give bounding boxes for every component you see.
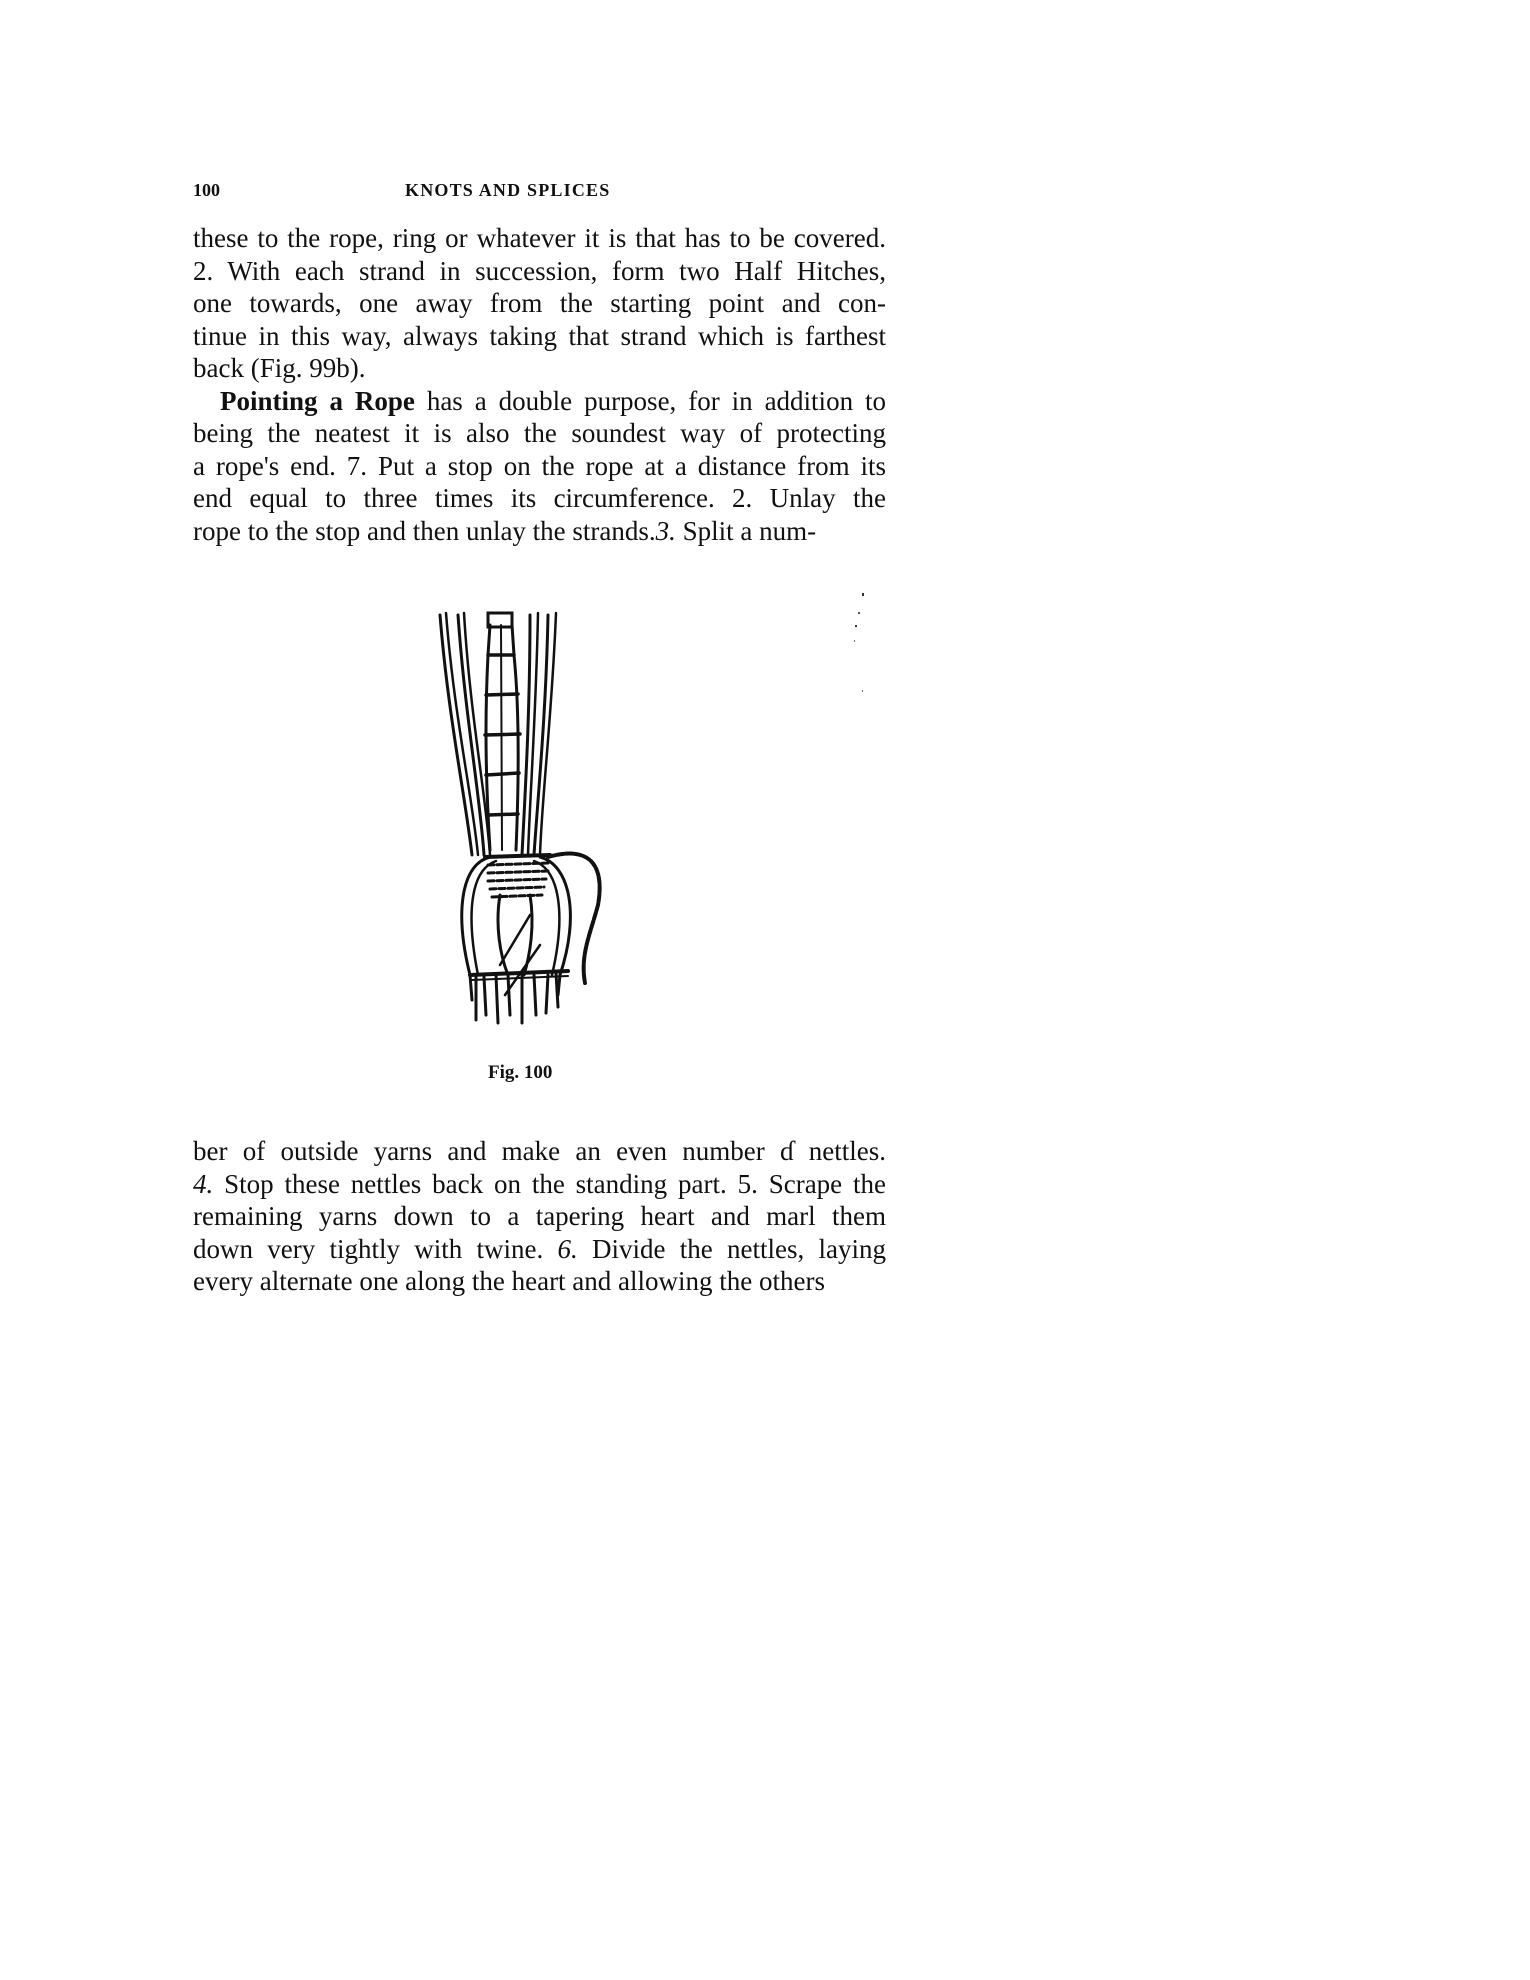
text-block-top	[193, 222, 886, 547]
text-fragment: has a double purpose, for in addition to	[414, 385, 886, 416]
text-line: being the neatest it is also the soundest way of protecting	[193, 418, 886, 448]
step-number: 4.	[193, 1168, 214, 1199]
running-title: KNOTS AND SPLICES	[405, 180, 611, 200]
figure-caption: Fig. 100	[488, 1062, 553, 1083]
running-head	[193, 180, 893, 202]
rope-pointing-illustration	[430, 595, 650, 1035]
text-line	[193, 1168, 886, 1201]
text-fragment: Divide the nettles, laying	[577, 1233, 887, 1264]
text-fragment: rope to the stop and then unlay the strands.	[193, 515, 656, 546]
text-line: 2. With each strand in succession, form two Half Hitches,	[193, 255, 886, 286]
text-line: tinue in this way, always taking that strand which is farthest	[193, 320, 886, 351]
text-block-bottom	[193, 1135, 886, 1298]
page-number: 100	[193, 180, 220, 200]
section-heading: Pointing a Rope	[220, 385, 415, 416]
paragraph-first-line	[193, 385, 886, 418]
text-fragment: Split a num-	[675, 515, 817, 546]
text-line: every alternate one along the heart and allowing the others	[193, 1266, 825, 1296]
text-line	[193, 1233, 886, 1266]
step-number: 6.	[557, 1233, 578, 1264]
step-number: 3.	[655, 515, 676, 546]
text-fragment: Stop these nettles back on the standing part. 5. Scrape the	[213, 1168, 886, 1199]
text-line: back (Fig. 99b).	[193, 353, 366, 383]
text-line: these to the rope, ring or whatever it is that has to be covered.	[193, 223, 886, 253]
text-line: end equal to three times its circumference. 2. Unlay the	[193, 483, 886, 513]
text-line: a rope's end. 7. Put a stop on the rope at a distance from its	[193, 450, 886, 481]
text-line: ber of outside yarns and make an even number ɗ nettles.	[193, 1136, 886, 1166]
scan-specks	[850, 590, 870, 700]
text-fragment: down very tightly with twine.	[193, 1233, 558, 1264]
text-line: one towards, one away from the starting point and con-	[193, 288, 886, 318]
text-line	[193, 515, 886, 548]
text-line: remaining yarns down to a tapering heart and marl them	[193, 1201, 886, 1231]
